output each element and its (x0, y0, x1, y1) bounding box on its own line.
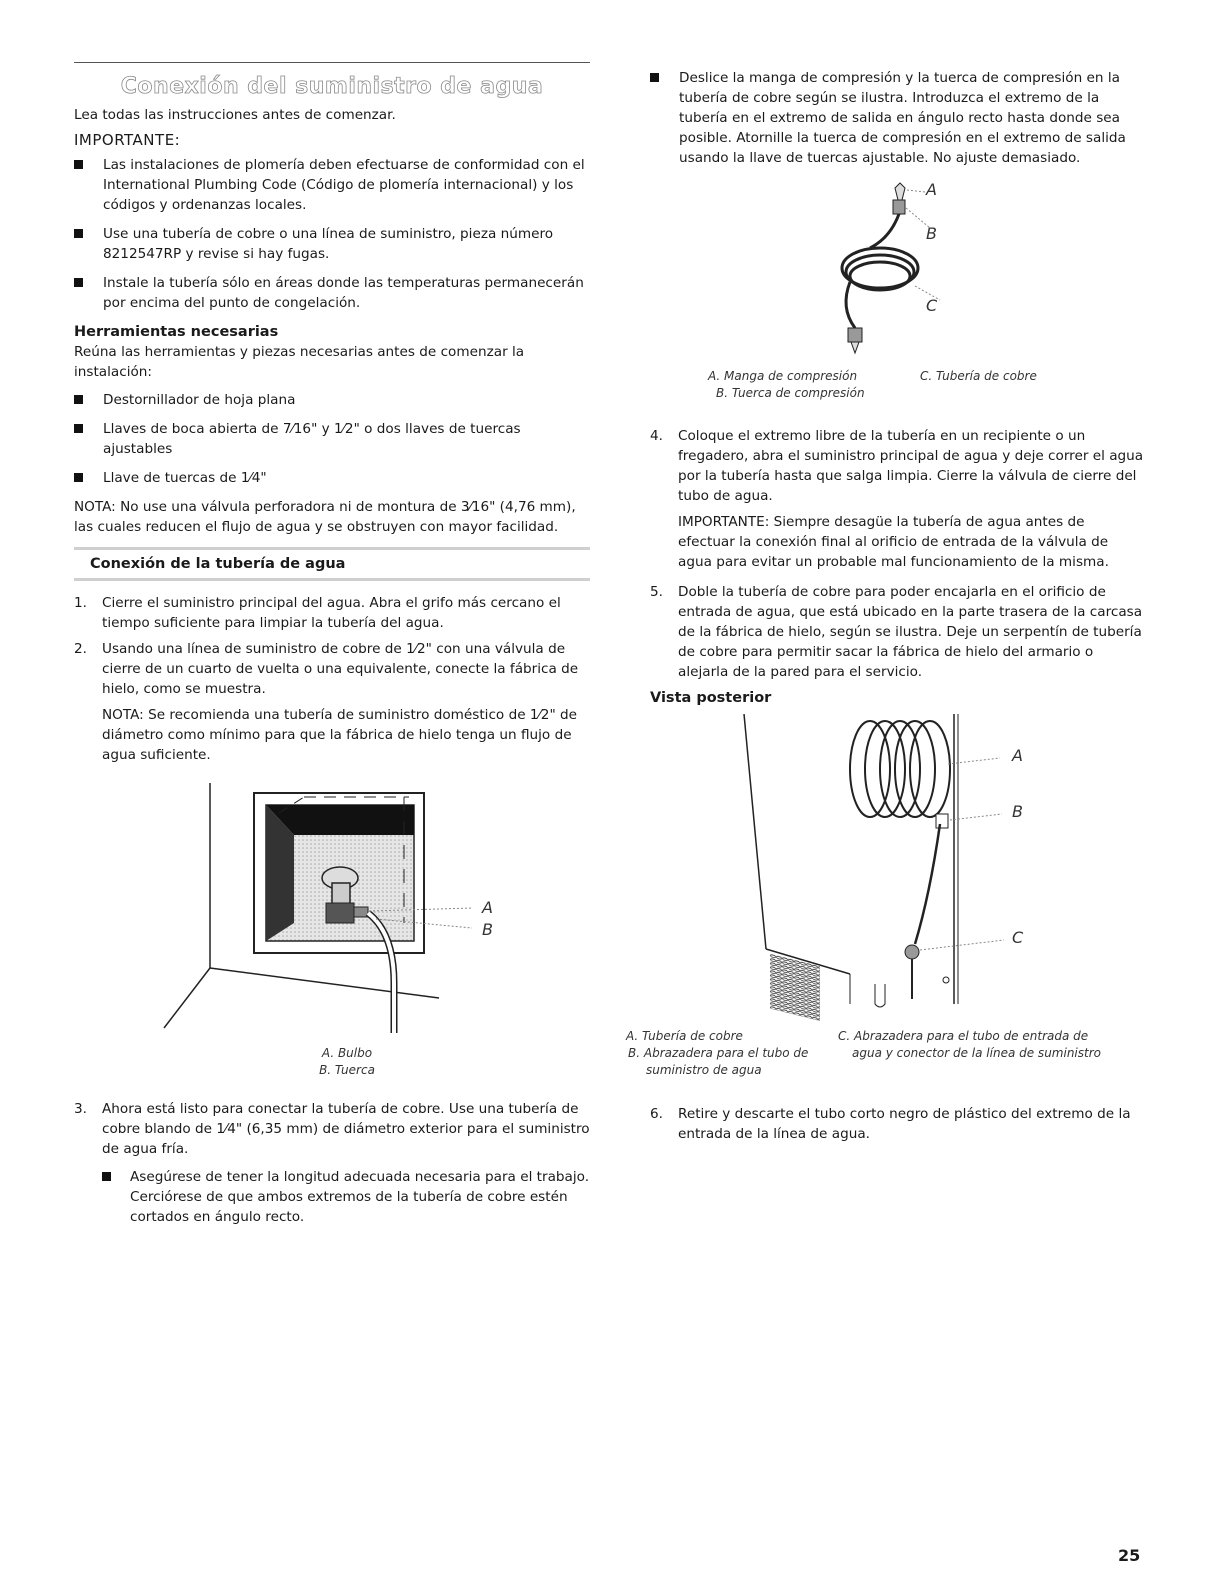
fig2-caption: A. Manga de compresión B. Tuerca de compresión C. Tubería de cobre (708, 369, 1037, 400)
fig2-label-a: A (926, 180, 937, 199)
important-list (74, 155, 590, 313)
square-bullet-icon (74, 424, 83, 433)
step-item: 2. Usando una línea de suministro de cobre de 1⁄2" con una válvula de cierre de un cuarto de vuelta o una equivalente, conecte la fábrica de hielo, como se muestra. NOTA: Se recomienda una tubería de suministro doméstico de 1⁄2" de diámetro como mínimo para que la fábrica de hielo tenga un flujo de agua suficiente. (74, 639, 590, 765)
step-item: 1. Cierre el suministro principal del agua. Abra el grifo más cercano el tiempo suficiente para limpiar la tubería del agua. (74, 595, 561, 631)
list-item: Use una tubería de cobre o una línea de suministro, pieza número 8212547RP y revise si hay fugas. (74, 224, 590, 264)
tools-intro: Reúna las herramientas y piezas necesarias antes de comenzar la instalación: (74, 344, 525, 380)
step-item: 3. Ahora está listo para conectar la tubería de cobre. Use una tubería de cobre blando de 1⁄4" (6,35 mm) de diámetro exterior para el suministro de agua fría. Asegúrese de tener la longitud adecuada necesaria para el trabajo. Cerciórese de que ambos extremos de la tubería de cobre estén cortados en ángulo recto. (74, 1101, 590, 1225)
important-heading: IMPORTANTE: (74, 131, 181, 149)
page-number: 25 (1118, 1546, 1141, 1565)
rear-view-heading: Vista posterior (650, 690, 772, 706)
left-column (74, 62, 590, 1233)
right-column (626, 68, 1145, 1150)
fig2-label-c: C (926, 296, 938, 315)
list-item: Destornillador de hoja plana (74, 390, 590, 410)
list-item: Llave de tuercas de 1⁄4" (74, 468, 590, 488)
square-bullet-icon (650, 73, 659, 82)
figure-compression-fitting (650, 178, 1145, 368)
step3-sublist (102, 1167, 590, 1227)
square-bullet-icon (74, 473, 83, 482)
tools-heading: Herramientas necesarias (74, 324, 279, 340)
right-bullet-list (650, 68, 1145, 168)
top-rule (74, 62, 590, 63)
fig2-label-b: B (926, 224, 937, 243)
steps-list-final (650, 1104, 1145, 1144)
valve-illustration (154, 783, 594, 1043)
step-note: IMPORTANTE: Siempre desagüe la tubería de agua antes de efectuar la conexión final al orificio de entrada de la válvula de agua para evitar un probable mal funcionamiento de la misma. (678, 514, 1109, 570)
fig3-label-c: C (1012, 928, 1024, 947)
step-item: 4. Coloque el extremo libre de la tubería en un recipiente o un fregadero, abra el suministro principal de agua y deje correr el agua por la tubería hasta que salga limpia. Cierre la válvula de cierre del tubo de agua. IMPORTANTE: Siempre desagüe la tubería de agua antes de efectuar la conexión final al orificio de entrada de la válvula de agua para evitar un probable mal funcionamiento de la misma. (650, 428, 1144, 570)
steps-list-continued (74, 1099, 590, 1227)
subsection-header (74, 547, 590, 581)
steps-list (74, 593, 590, 765)
steps-list-right (650, 426, 1145, 682)
square-bullet-icon (74, 160, 83, 169)
figure-valve-connection (74, 783, 590, 1053)
step-note: NOTA: Se recomienda una tubería de suministro doméstico de 1⁄2" de diámetro como mínimo para que la fábrica de hielo tenga un flujo de agua suficiente. (102, 707, 578, 763)
list-item: Instale la tubería sólo en áreas donde las temperaturas permanecerán por encima del punto de congelación. (74, 273, 590, 313)
square-bullet-icon (74, 395, 83, 404)
page-title: Conexión del suministro de agua (120, 74, 544, 99)
step-item: 6. Retire y descarte el tubo corto negro de plástico del extremo de la entrada de la línea de agua. (650, 1106, 1131, 1142)
subsection-heading: Conexión de la tubería de agua (90, 556, 346, 572)
figure-rear-view (650, 714, 1145, 1034)
fig3-label-a: A (1012, 746, 1023, 765)
fig1-label-b: B (482, 920, 493, 939)
rear-view-illustration (740, 714, 1040, 1024)
intro-text: Lea todas las instrucciones antes de comenzar. (74, 107, 396, 123)
fig3-caption: A. Tubería de cobre B. Abrazadera para el tubo de suministro de agua C. Abrazadera para el tubo de entrada de agua y conector de la línea de suministro (626, 1029, 1101, 1077)
list-item: Llaves de boca abierta de 7⁄16" y 1⁄2" o dos llaves de tuercas ajustables (74, 419, 590, 459)
fig3-label-b: B (1012, 802, 1023, 821)
tools-list (74, 390, 590, 488)
tools-note: NOTA: No use una válvula perforadora ni de montura de 3⁄16" (4,76 mm), las cuales reducen el flujo de agua y se obstruyen con mayor facilidad. (74, 499, 576, 535)
list-item: Las instalaciones de plomería deben efectuarse de conformidad con el International Plumbing Code (Código de plomería internacional) y los códigos y ordenanzas locales. (74, 155, 590, 215)
square-bullet-icon (74, 229, 83, 238)
step-item: 5. Doble la tubería de cobre para poder encajarla en el orificio de entrada de agua, que está ubicado en la parte trasera de la carcasa de la fábrica de hielo, según se ilustra. Deje un serpentín de tubería de cobre para permitir sacar la fábrica de hielo del armario o alejarla de la pared para el servicio. (650, 584, 1143, 680)
square-bullet-icon (74, 278, 83, 287)
fig1-caption: A. Bulbo B. Tuerca (319, 1046, 375, 1077)
fig1-label-a: A (482, 898, 493, 917)
tubing-illustration (810, 178, 1010, 358)
list-item: Deslice la manga de compresión y la tuerca de compresión en la tubería de cobre según se ilustra. Introduzca el extremo de la tubería en el extremo de salida en ángulo recto hasta donde sea posible. Atornille la tuerca de compresión en el extremo de salida usando la llave de tuercas ajustable. No ajuste demasiado. (650, 68, 1145, 168)
square-bullet-icon (102, 1172, 111, 1181)
list-item: Asegúrese de tener la longitud adecuada necesaria para el trabajo. Cerciórese de que ambos extremos de la tubería de cobre estén cortados en ángulo recto. (102, 1167, 590, 1227)
